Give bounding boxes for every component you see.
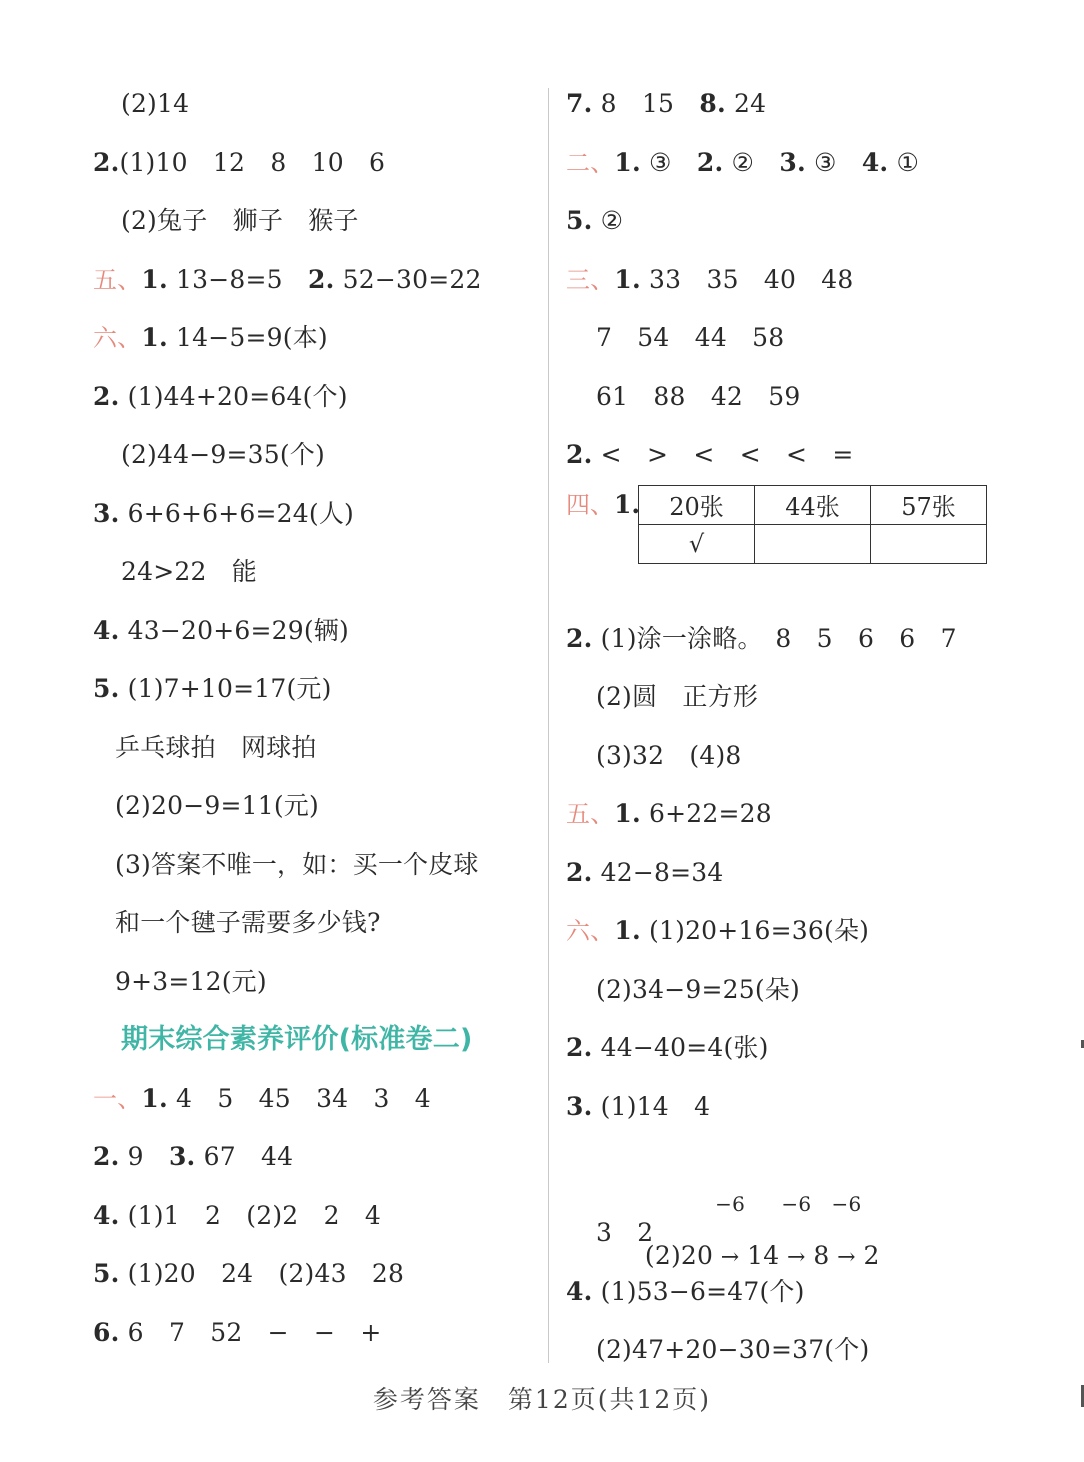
section-title: 期末综合素养评价(标准卷二) bbox=[121, 1024, 473, 1055]
answer-line: 2. < > < < < = bbox=[566, 440, 854, 469]
answer-line: 5. ② bbox=[566, 206, 624, 235]
answer-line: 五、1. 13−8=5 2. 52−30=22 bbox=[93, 264, 482, 294]
answer-line: 3 2 bbox=[596, 1218, 654, 1247]
table-mark-cell: √ bbox=[639, 524, 755, 563]
left-column bbox=[93, 75, 533, 1362]
answer-line: (2)44−9=35(个) bbox=[121, 440, 325, 469]
answer-line: 2. (1)涂一涂略。 8 5 6 6 7 bbox=[566, 623, 957, 653]
answer-line: 一、1. 4 5 45 34 3 4 bbox=[93, 1083, 431, 1113]
answer-table bbox=[638, 485, 987, 564]
answer-line: 9+3=12(元) bbox=[115, 966, 267, 996]
arrow-right-icon: → bbox=[837, 1245, 856, 1270]
answer-line: 三、1. 33 35 40 48 bbox=[566, 264, 854, 294]
table-mark-cell bbox=[755, 524, 871, 563]
answer-line: 4. 43−20+6=29(辆) bbox=[93, 615, 349, 645]
answer-label: 四、1. bbox=[566, 489, 641, 519]
answer-line: 7. 8 15 8. 24 bbox=[566, 89, 767, 118]
answer-line: 2.(1)10 12 8 10 6 bbox=[93, 147, 386, 177]
answer-line: 六、1. (1)20+16=36(朵) bbox=[566, 916, 870, 945]
answer-line: 61 88 42 59 bbox=[596, 381, 801, 411]
arrow-step: −6 → bbox=[715, 1192, 746, 1270]
answer-line: 5. (1)7+10=17(元) bbox=[93, 674, 332, 703]
answer-line: (2)14 bbox=[121, 89, 190, 118]
answer-line: (3)答案不唯一，如：买一个皮球 bbox=[115, 849, 479, 879]
answer-line: 4. (1)53−6=47(个) bbox=[566, 1276, 805, 1306]
answer-line: 2. 42−8=34 bbox=[566, 857, 724, 887]
answer-line: 2. 9 3. 67 44 bbox=[93, 1142, 294, 1171]
answer-line: (2)圆 正方形 bbox=[596, 682, 759, 711]
arrow-right-icon: → bbox=[787, 1245, 806, 1270]
answer-line: 乒乓球拍 网球拍 bbox=[115, 732, 317, 762]
answer-line: 6. 6 7 52 − − + bbox=[93, 1317, 382, 1347]
arrow-right-icon: → bbox=[720, 1245, 740, 1270]
answer-line: 五、1. 6+22=28 bbox=[566, 799, 772, 828]
answer-line-arrow-sequence: (2)20 −6 → 14 −6 → 8 −6 → 2 bbox=[566, 1136, 1006, 1204]
arrow-step: −6 → bbox=[781, 1192, 812, 1270]
column-divider bbox=[548, 88, 549, 1363]
table-header-cell: 57张 bbox=[871, 485, 987, 524]
right-column bbox=[566, 75, 1006, 1380]
answer-line: (2)兔子 狮子 猴子 bbox=[121, 206, 359, 235]
answer-line: 4. (1)1 2 (2)2 2 4 bbox=[93, 1200, 382, 1230]
answer-line: (2)34−9=25(朵) bbox=[596, 974, 800, 1004]
answer-line: 3. 6+6+6+6=24(人) bbox=[93, 498, 354, 528]
answer-line: 2. (1)44+20=64(个) bbox=[93, 381, 348, 411]
answer-line: 7 54 44 58 bbox=[596, 323, 785, 352]
table-header-cell: 44张 bbox=[755, 485, 871, 524]
table-mark-cell bbox=[871, 524, 987, 563]
answer-line: 5. (1)20 24 (2)43 28 bbox=[93, 1259, 405, 1288]
arrow-step: −6 → bbox=[831, 1192, 862, 1270]
table-header-cell: 20张 bbox=[639, 485, 755, 524]
answer-line: (3)32 (4)8 bbox=[596, 740, 742, 770]
page-footer: 参考答案 第12页(共12页) bbox=[372, 1385, 712, 1414]
answer-table-block bbox=[566, 485, 1006, 610]
answer-line: 2. 44−40=4(张) bbox=[566, 1033, 769, 1062]
answer-line: 3. (1)14 4 bbox=[566, 1091, 711, 1121]
answer-line: 和一个毽子需要多少钱? bbox=[115, 908, 381, 937]
answer-line: 24>22 能 bbox=[121, 557, 257, 586]
answer-line: (2)20−9=11(元) bbox=[115, 791, 319, 820]
answer-line: 二、1. ③ 2. ② 3. ③ 4. ① bbox=[566, 147, 920, 177]
answer-line: 六、1. 14−5=9(本) bbox=[93, 323, 328, 352]
answer-line: (2)47+20−30=37(个) bbox=[596, 1335, 870, 1364]
